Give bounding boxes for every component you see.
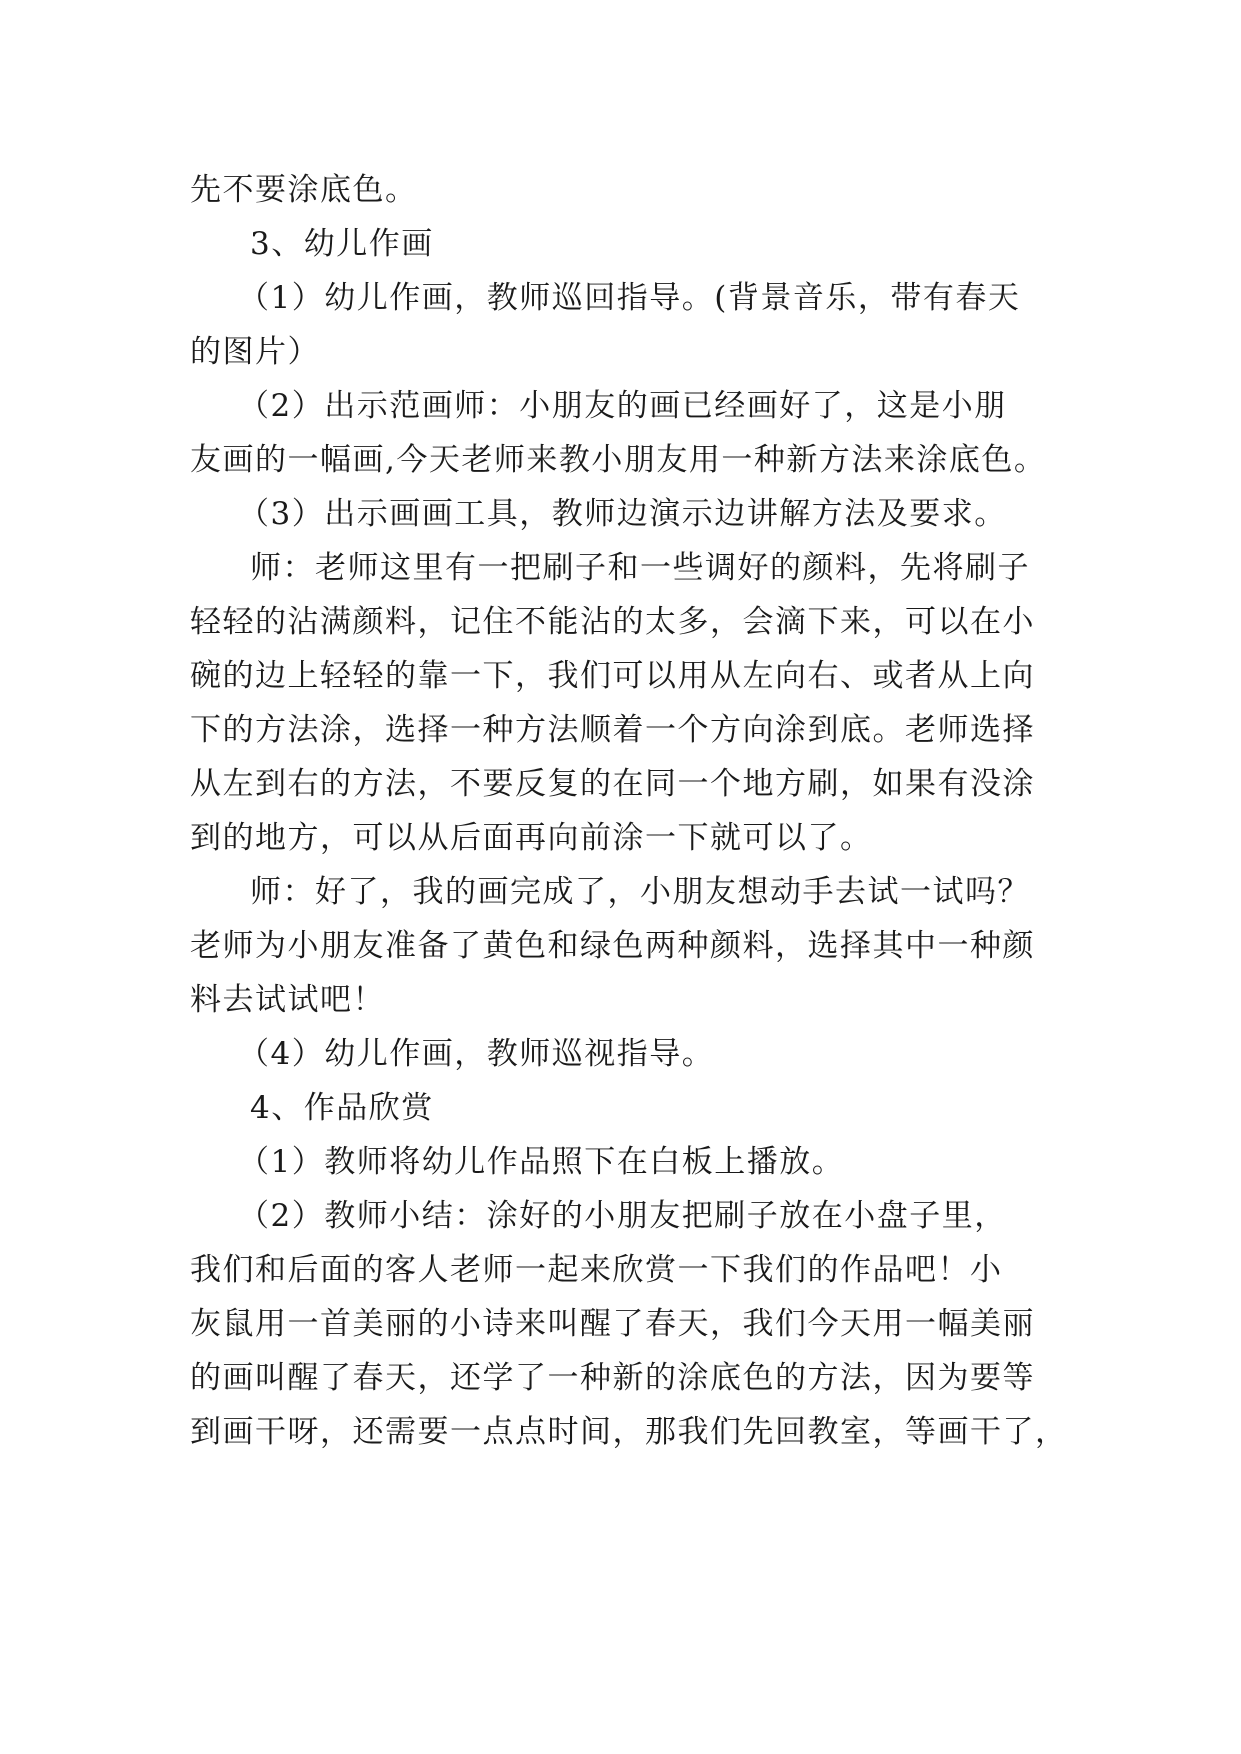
text-line: 料去试试吧！ bbox=[190, 982, 385, 1018]
text-line: （2）出示范画师：小朋友的画已经画好了，这是小朋 bbox=[238, 388, 1007, 424]
text-line: （1）幼儿作画，教师巡回指导。(背景音乐，带有春天 bbox=[238, 280, 1021, 316]
text-line: （3）出示画画工具，教师边演示边讲解方法及要求。 bbox=[238, 496, 1007, 532]
section-heading: 3、幼儿作画 bbox=[250, 226, 434, 262]
text-line: 老师为小朋友准备了黄色和绿色两种颜料，选择其中一种颜 bbox=[190, 928, 1035, 964]
text-line: 碗的边上轻轻的靠一下，我们可以用从左向右、或者从上向 bbox=[190, 658, 1035, 694]
text-line: 到画干呀，还需要一点点时间，那我们先回教室，等画干了， bbox=[190, 1414, 1068, 1450]
text-line: （2）教师小结：涂好的小朋友把刷子放在小盘子里， bbox=[238, 1198, 1007, 1234]
text-line: 我们和后面的客人老师一起来欣赏一下我们的作品吧！小 bbox=[190, 1252, 1003, 1288]
text-line: 到的地方，可以从后面再向前涂一下就可以了。 bbox=[190, 820, 873, 856]
text-line: 的图片） bbox=[190, 334, 320, 370]
text-line: 先不要涂底色。 bbox=[190, 172, 418, 208]
section-heading: 4、作品欣赏 bbox=[250, 1090, 434, 1126]
text-line: 灰鼠用一首美丽的小诗来叫醒了春天，我们今天用一幅美丽 bbox=[190, 1306, 1035, 1342]
text-line: 轻轻的沾满颜料，记住不能沾的太多，会滴下来，可以在小 bbox=[190, 604, 1035, 640]
text-line: 下的方法涂，选择一种方法顺着一个方向涂到底。老师选择 bbox=[190, 712, 1035, 748]
text-line: （1）教师将幼儿作品照下在白板上播放。 bbox=[238, 1144, 845, 1180]
text-line: （4）幼儿作画，教师巡视指导。 bbox=[238, 1036, 715, 1072]
text-line: 的画叫醒了春天，还学了一种新的涂底色的方法，因为要等 bbox=[190, 1360, 1035, 1396]
text-line: 师：好了，我的画完成了，小朋友想动手去试一试吗？ bbox=[250, 874, 1030, 910]
text-line: 师：老师这里有一把刷子和一些调好的颜料，先将刷子 bbox=[250, 550, 1030, 586]
text-line: 从左到右的方法，不要反复的在同一个地方刷，如果有没涂 bbox=[190, 766, 1035, 802]
text-line: 友画的一幅画,今天老师来教小朋友用一种新方法来涂底色。 bbox=[190, 442, 1047, 478]
